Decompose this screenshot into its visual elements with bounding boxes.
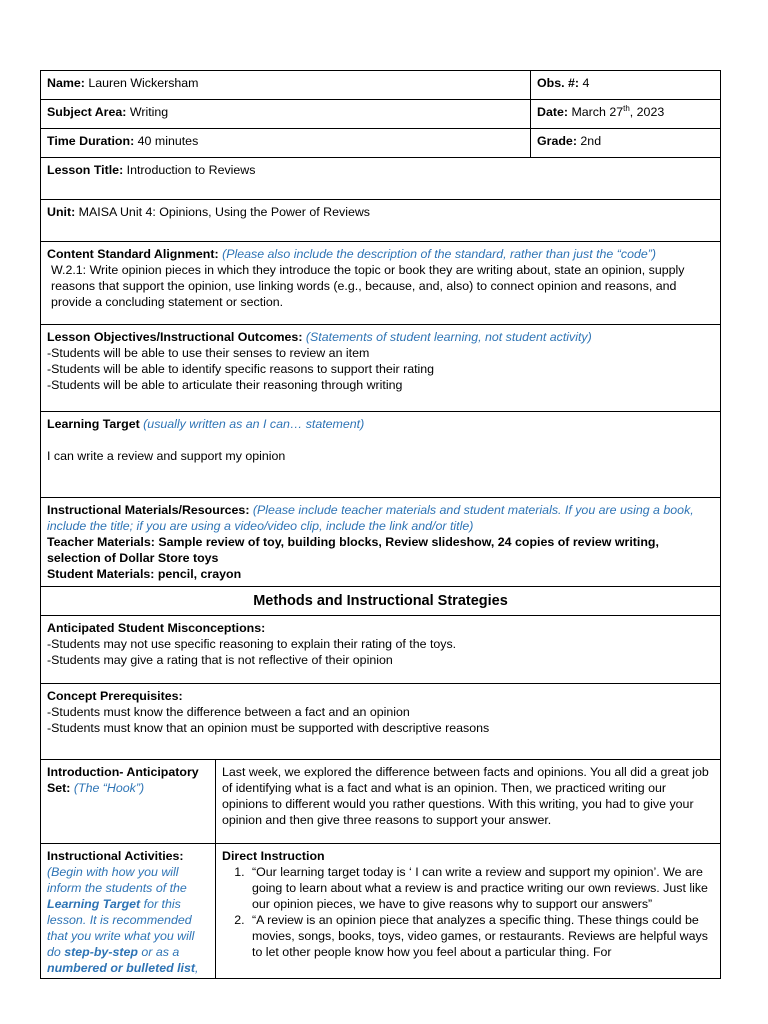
- activities-hint: ,: [195, 961, 199, 974]
- standard-cell: [41, 242, 721, 325]
- lesson-plan-document: [40, 70, 720, 979]
- grade-value: 2nd: [580, 134, 602, 148]
- introduction-label: Introduction- Anticipatory Set:: [47, 765, 199, 795]
- subject-label: Subject Area:: [47, 105, 127, 119]
- materials-cell: [41, 498, 721, 587]
- name-row: [41, 71, 721, 100]
- obs-cell: [531, 71, 721, 100]
- teacher-materials: Teacher Materials: Sample review of toy, building blocks, Review slideshow, 24 copies of review writing, selection of Dollar Store toys: [47, 535, 659, 565]
- activities-hint: (Begin with how you will inform the students of the: [47, 865, 187, 895]
- learning-target-hint: (usually written as an I can… statement): [143, 417, 365, 431]
- activities-hint: or as a: [141, 945, 180, 959]
- prerequisite-item: -Students must know that an opinion must be supported with descriptive reasons: [47, 721, 490, 735]
- date-cell: [531, 100, 721, 129]
- misconception-item: -Students may give a rating that is not reflective of their opinion: [47, 653, 393, 667]
- obs-label: Obs. #:: [537, 76, 580, 90]
- introduction-hint: (The “Hook”): [73, 781, 145, 795]
- objective-item: -Students will be able to use their senses to review an item: [47, 346, 370, 360]
- lesson-plan-table: [40, 70, 721, 979]
- activities-hint: for this lesson. It is recommended that you write what you will do: [47, 897, 195, 959]
- objectives-cell: [41, 325, 721, 412]
- learning-target-label: Learning Target: [47, 417, 140, 431]
- objectives-label: Lesson Objectives/Instructional Outcomes:: [47, 330, 303, 344]
- materials-label: Instructional Materials/Resources:: [47, 503, 250, 517]
- activities-content-wrap: [222, 848, 714, 974]
- prerequisites-row: [41, 684, 721, 760]
- methods-heading: Methods and Instructional Strategies: [41, 587, 721, 616]
- time-cell: [41, 129, 531, 158]
- lesson-title-label: Lesson Title:: [47, 163, 124, 177]
- objectives-row: [41, 325, 721, 412]
- learning-target-cell: [41, 412, 721, 498]
- materials-row: [41, 498, 721, 587]
- lesson-title-value: Introduction to Reviews: [126, 163, 256, 177]
- misconceptions-cell: [41, 616, 721, 684]
- misconceptions-label: Anticipated Student Misconceptions:: [47, 621, 266, 635]
- direct-instruction-label: Direct Instruction: [222, 849, 325, 863]
- date-value: March 27th, 2023: [571, 103, 665, 119]
- name-value: Lauren Wickersham: [88, 76, 199, 90]
- activities-label-wrap: [47, 848, 209, 974]
- unit-cell: [41, 200, 721, 242]
- activities-hint-emphasis: step-by-step: [64, 945, 138, 959]
- list-item: 1. “Our learning target today is ‘ I can write a review and support my opinion’. We are going to learn about what a review is and practice writing our own reviews. Just like our opinion pieces, we have to give reasons why to support our answers”: [248, 864, 714, 912]
- standard-label: Content Standard Alignment:: [47, 247, 219, 261]
- activities-label-cell: [41, 844, 216, 979]
- misconception-item: -Students may not use specific reasoning to explain their rating of the toys.: [47, 637, 457, 651]
- direct-instruction-list: [222, 864, 714, 960]
- prerequisite-item: -Students must know the difference between a fact and an opinion: [47, 705, 410, 719]
- standard-row: [41, 242, 721, 325]
- prerequisites-cell: [41, 684, 721, 760]
- activities-hint-emphasis: numbered or bulleted list: [47, 961, 196, 974]
- objectives-hint: (Statements of student learning, not student activity): [305, 330, 592, 344]
- objective-item: -Students will be able to articulate their reasoning through writing: [47, 378, 403, 392]
- methods-heading-row: [41, 587, 721, 616]
- introduction-row: [41, 760, 721, 844]
- standard-hint: (Please also include the description of the standard, rather than just the “code”): [222, 247, 656, 261]
- subject-cell: [41, 100, 531, 129]
- obs-value: 4: [582, 76, 590, 90]
- standard-text: W.2.1: Write opinion pieces in which they introduce the topic or book they are writing about, state an opinion, supply reasons that support the opinion, use linking words (e.g., because, and, also) to connect opinion and reasons, and provide a concluding statement or section.: [51, 263, 685, 309]
- lesson-title-row: [41, 158, 721, 200]
- grade-cell: [531, 129, 721, 158]
- list-item: 2. “A review is an opinion piece that analyzes a specific thing. These things could be movies, songs, books, toys, video games, or restaurants. Reviews are helpful ways to let other people know how you feel about a particular thing. For: [248, 912, 714, 960]
- subject-value: Writing: [129, 105, 169, 119]
- unit-label: Unit:: [47, 205, 76, 219]
- subject-row: [41, 100, 721, 129]
- date-label: Date:: [537, 105, 568, 119]
- introduction-text: Last week, we explored the difference between facts and opinions. You all did a great job of identifying what is a fact and what is an opinion. Then, we practiced writing our opinions to different would you rather questions. With this writing, you had to give your opinion and then give three reasons to support your answer.: [222, 765, 709, 827]
- activities-content-cell: [216, 844, 721, 979]
- introduction-label-cell: [41, 760, 216, 844]
- unit-row: [41, 200, 721, 242]
- name-label: Name:: [47, 76, 85, 90]
- activities-row: [41, 844, 721, 979]
- activities-label: Instructional Activities:: [47, 849, 184, 863]
- introduction-text-cell: [216, 760, 721, 844]
- lesson-title-cell: [41, 158, 721, 200]
- prerequisites-label: Concept Prerequisites:: [47, 689, 183, 703]
- name-cell: [41, 71, 531, 100]
- time-label: Time Duration:: [47, 134, 135, 148]
- learning-target-text: I can write a review and support my opinion: [47, 449, 286, 463]
- materials-hint: (Please include teacher materials and student materials. If you are using a book, include the title; if you are using a video/video clip, include the link and/or title): [47, 503, 694, 533]
- learning-target-row: [41, 412, 721, 498]
- time-value: 40 minutes: [137, 134, 199, 148]
- time-row: [41, 129, 721, 158]
- activities-hint-emphasis: Learning Target: [47, 897, 141, 911]
- misconceptions-row: [41, 616, 721, 684]
- student-materials: Student Materials: pencil, crayon: [47, 567, 242, 581]
- grade-label: Grade:: [537, 134, 577, 148]
- objective-item: -Students will be able to identify specific reasons to support their rating: [47, 362, 435, 376]
- unit-value: MAISA Unit 4: Opinions, Using the Power of Reviews: [78, 205, 370, 219]
